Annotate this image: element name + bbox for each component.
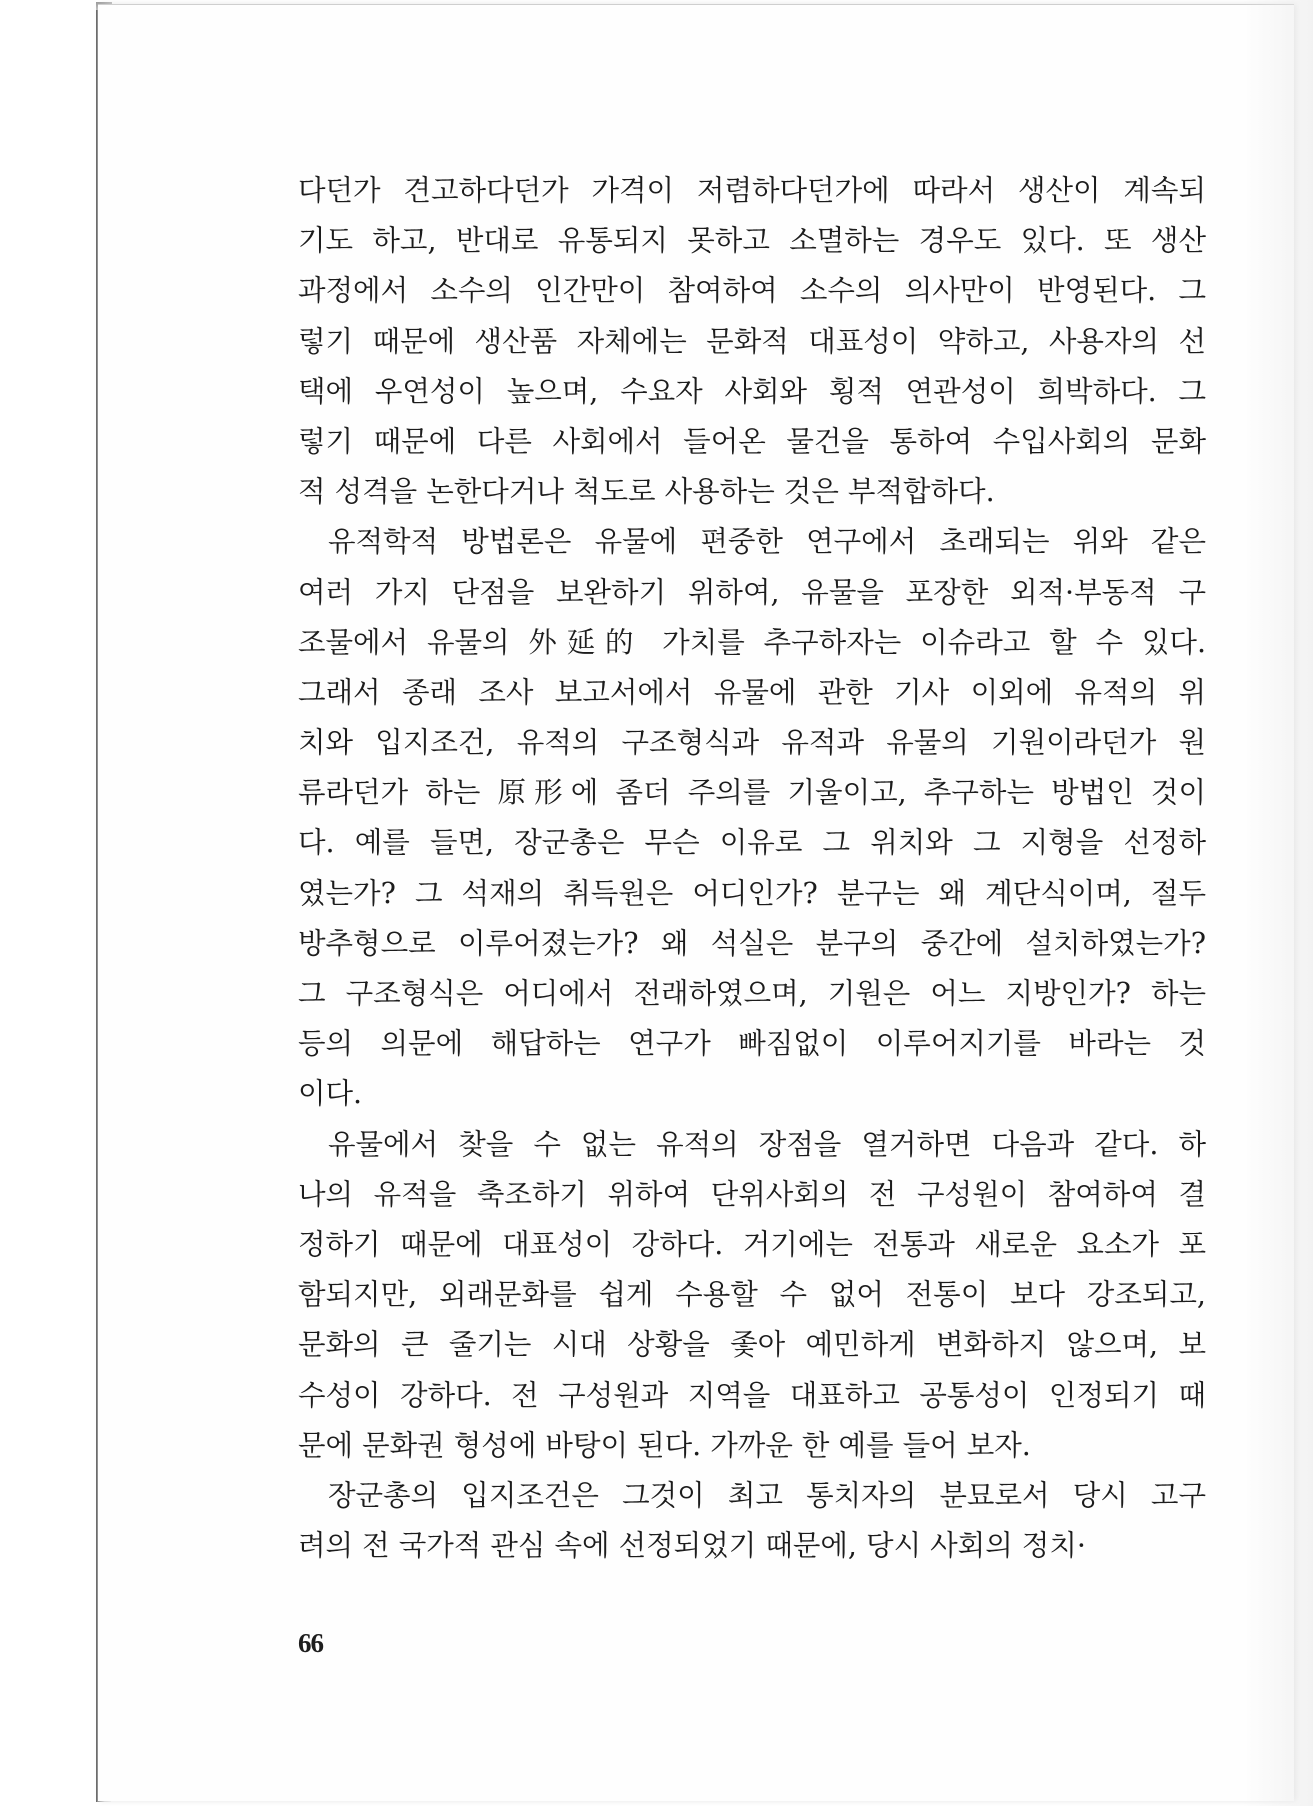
page-body-text: [298, 166, 1206, 1571]
text-line: 류라던가 하는 原形에 좀더 주의를 기울이고, 추구하는 방법인 것이: [298, 776, 1206, 810]
text-line: 유적학적 방법론은 유물에 편중한 연구에서 초래되는 위와 같은: [328, 525, 1206, 559]
text-line: 수성이 강하다. 전 구성원과 지역을 대표하고 공통성이 인정되기 때: [298, 1378, 1206, 1412]
text-line: 렇기 때문에 생산품 자체에는 문화적 대표성이 약하고, 사용자의 선: [298, 324, 1206, 358]
text-line: 려의 전 국가적 관심 속에 선정되었기 때문에, 당시 사회의 정치·: [298, 1529, 1086, 1563]
text-line: 과정에서 소수의 인간만이 참여하여 소수의 의사만이 반영된다. 그: [298, 274, 1206, 308]
text-line: 적 성격을 논한다거나 척도로 사용하는 것은 부적합하다.: [298, 475, 995, 509]
text-line: 이다.: [298, 1077, 363, 1111]
text-line: 등의 의문에 해답하는 연구가 빠짐없이 이루어지기를 바라는 것: [298, 1027, 1206, 1061]
text-line: 문화의 큰 줄기는 시대 상황을 좇아 예민하게 변화하지 않으며, 보: [298, 1328, 1206, 1362]
text-line: 였는가? 그 석재의 취득원은 어디인가? 분구는 왜 계단식이며, 절두: [298, 876, 1206, 910]
text-line: 그 구조형식은 어디에서 전래하였으며, 기원은 어느 지방인가? 하는: [298, 977, 1206, 1010]
text-line: 기도 하고, 반대로 유통되지 못하고 소멸하는 경우도 있다. 또 생산: [298, 224, 1206, 258]
text-line: 문에 문화권 형성에 바탕이 된다. 가까운 한 예를 들어 보자.: [298, 1428, 1031, 1462]
text-line: 방추형으로 이루어졌는가? 왜 석실은 분구의 중간에 설치하였는가?: [298, 926, 1206, 960]
text-line: 그래서 종래 조사 보고서에서 유물에 관한 기사 이외에 유적의 위: [298, 675, 1206, 709]
text-line: 다. 예를 들면, 장군총은 무슨 이유로 그 위치와 그 지형을 선정하: [298, 826, 1206, 860]
text-line: 장군총의 입지조건은 그것이 최고 통치자의 분묘로서 당시 고구: [328, 1478, 1206, 1512]
page-number: 66: [298, 1628, 323, 1658]
paragraph: [298, 1471, 1206, 1571]
text-line: 다던가 견고하다던가 가격이 저렴하다던가에 따라서 생산이 계속되: [298, 174, 1206, 207]
text-line: 나의 유적을 축조하기 위하여 단위사회의 전 구성원이 참여하여 결: [298, 1177, 1206, 1211]
text-line: 택에 우연성이 높으며, 수요자 사회와 횡적 연관성이 희박하다. 그: [298, 374, 1206, 408]
text-line: 여러 가지 단점을 보완하기 위하여, 유물을 포장한 외적·부동적 구: [298, 575, 1206, 609]
paragraph: [298, 166, 1206, 517]
text-line: 유물에서 찾을 수 없는 유적의 장점을 열거하면 다음과 같다. 하: [328, 1127, 1206, 1161]
text-line: 치와 입지조건, 유적의 구조형식과 유적과 유물의 기원이라던가 원: [298, 726, 1206, 760]
paragraph: [298, 517, 1206, 1119]
text-line: 정하기 때문에 대표성이 강하다. 거기에는 전통과 새로운 요소가 포: [298, 1227, 1206, 1261]
paragraph: [298, 1120, 1206, 1471]
text-line: 조물에서 유물의 外延的 가치를 추구하자는 이슈라고 할 수 있다.: [298, 625, 1206, 659]
text-line: 함되지만, 외래문화를 쉽게 수용할 수 없어 전통이 보다 강조되고,: [298, 1278, 1206, 1312]
text-line: 렇기 때문에 다른 사회에서 들어온 물건을 통하여 수입사회의 문화: [298, 424, 1206, 458]
